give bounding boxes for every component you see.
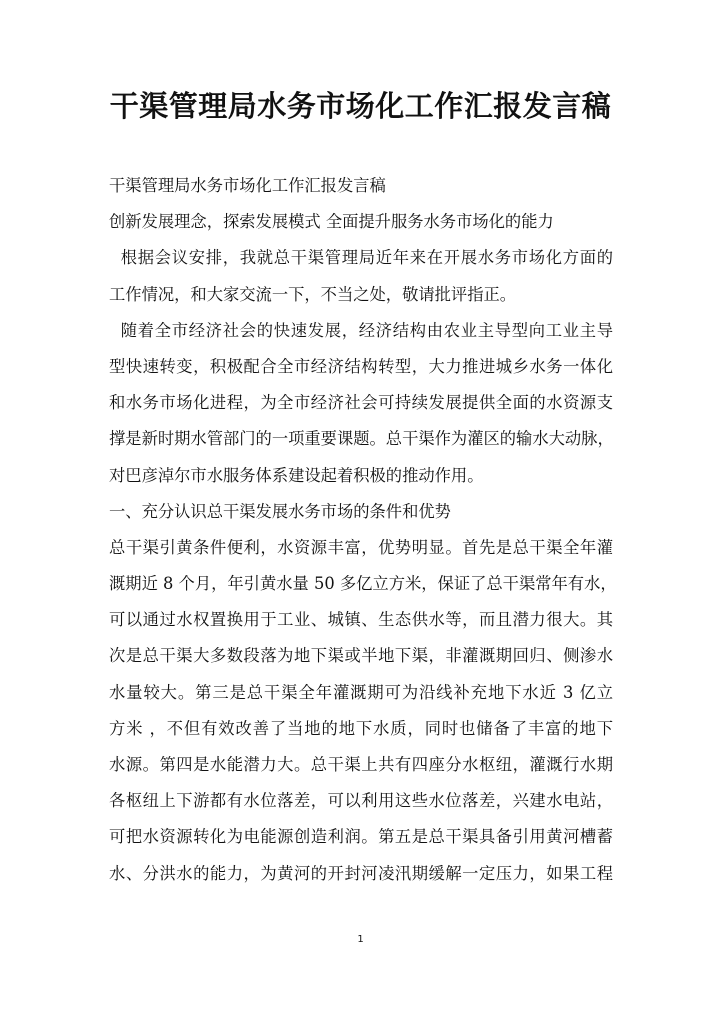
text-line: 各枢纽上下游都有水位落差，可以利用这些水位落差，兴建水电站， bbox=[109, 791, 613, 811]
document-title: 干渠管理局水务市场化工作汇报发言稿 bbox=[109, 89, 612, 123]
text-line: 方米 ，不但有效改善了当地的地下水质，同时也储备了丰富的地下 bbox=[109, 718, 613, 738]
text-line: 溉期近 8 个月，年引黄水量 50 多亿立方米，保证了总干渠常年有水， bbox=[109, 574, 617, 594]
page-number: 1 bbox=[357, 934, 364, 945]
text-line: 型快速转变，积极配合全市经济结构转型，大力推进城乡水务一体化 bbox=[109, 356, 613, 376]
text-line: 根据会议安排，我就总干渠管理局近年来在开展水务市场化方面的 bbox=[109, 248, 613, 268]
text-line: 创新发展理念，探索发展模式 全面提升服务水务市场化的能力 bbox=[109, 212, 554, 232]
text-line: 水、分洪水的能力，为黄河的开封河凌汛期缓解一定压力，如果工程 bbox=[109, 863, 613, 883]
text-line: 工作情况，和大家交流一下，不当之处，敬请批评指正。 bbox=[109, 284, 517, 304]
document-body bbox=[109, 168, 617, 892]
text-line: 水源。第四是水能潜力大。总干渠上共有四座分水枢纽，灌溉行水期 bbox=[109, 755, 613, 774]
text-line: 次是总干渠大多数段落为地下渠或半地下渠，非灌溉期回归、侧渗水 bbox=[109, 646, 613, 666]
text-line: 可以通过水权置换用于工业、城镇、生态供水等，而且潜力很大。其 bbox=[109, 610, 613, 630]
text-line: 干渠管理局水务市场化工作汇报发言稿 bbox=[109, 176, 386, 195]
text-line: 可把水资源转化为电能源创造利润。第五是总干渠具备引用黄河槽蓄 bbox=[109, 827, 613, 847]
text-line: 水量较大。第三是总干渠全年灌溉期可为沿线补充地下水近 3 亿立 bbox=[109, 682, 613, 702]
text-line: 总干渠引黄条件便利，水资源丰富，优势明显。首先是总干渠全年灌 bbox=[109, 537, 613, 557]
text-line: 随着全市经济社会的快速发展，经济结构由农业主导型向工业主导 bbox=[109, 320, 613, 340]
text-line: 一、充分认识总干渠发展水务市场的条件和优势 bbox=[109, 501, 451, 521]
text-line: 撑是新时期水管部门的一项重要课题。总干渠作为灌区的输水大动脉， bbox=[109, 429, 614, 449]
text-line: 和水务市场化进程，为全市经济社会可持续发展提供全面的水资源支 bbox=[109, 393, 613, 413]
text-line: 对巴彦淖尔市水服务体系建设起着积极的推动作用。 bbox=[109, 465, 484, 485]
